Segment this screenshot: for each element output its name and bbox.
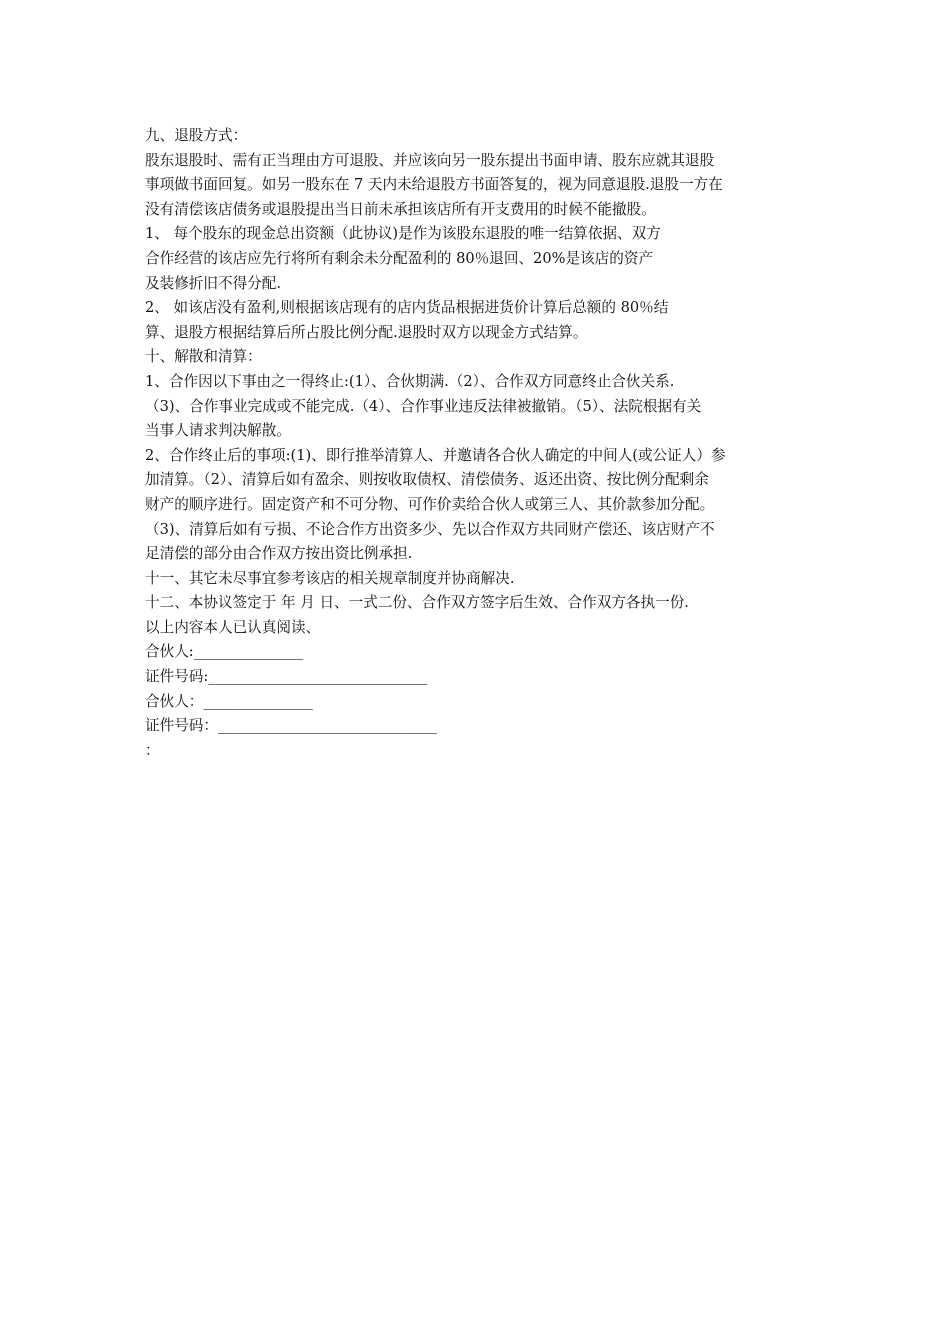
paragraph-line: 合作经营的该店应先行将所有剩余未分配盈利的 80％退回、20%是该店的资产 (145, 249, 654, 267)
partner-signature-line: 合伙人:_______________ (145, 643, 304, 661)
paragraph-line: （3)、合作事业完成或不能完成.（4）、合作事业违反法律被撤销。（5）、法院根据有关 (145, 397, 702, 415)
paragraph-line: 事项做书面回复。如另一股东在 7 天内未给退股方书面答复的，视为同意退股.退股一方在 (145, 176, 723, 194)
read-confirmation: 以上内容本人已认真阅读、 (145, 618, 321, 636)
paragraph-line: 2、 如该店没有盈利,则根据该店现有的店内货品根据进货价计算后总额的 80％结 (145, 299, 669, 317)
paragraph-line: 2、合作终止后的事项:(1)、即行推举清算人、并邀请各合伙人确定的中间人(或公证人）参 (145, 446, 726, 464)
document-body (145, 124, 813, 763)
paragraph-line: 当事人请求判决解散。 (145, 422, 291, 440)
paragraph-line: 1、 每个股东的现金总出资额（此协议)是作为该股东退股的唯一结算依据、双方 (145, 225, 661, 243)
paragraph-line: 1、合作因以下事由之一得终止:(1）、合伙期满.（2）、合作双方同意终止合伙关系. (145, 372, 675, 390)
paragraph-line: 及装修折旧不得分配. (145, 274, 281, 292)
section-heading-withdrawal: 九、退股方式： (145, 127, 248, 144)
trailing-colon: ： (145, 741, 160, 759)
id-number-line: 证件号码：______________________________ (145, 717, 437, 735)
id-number-line: 证件号码:______________________________ (145, 668, 428, 686)
paragraph-line: （3)、清算后如有亏损、不论合作方出资多少、先以合作双方共同财产偿还、该店财产不 (145, 520, 715, 538)
partner-signature-line: 合伙人：_______________ (145, 692, 313, 710)
section-heading-dissolution: 十、解散和清算： (145, 348, 262, 366)
paragraph-line: 足清偿的部分由合作双方按出资比例承担. (145, 545, 413, 563)
paragraph-line: 财产的顺序进行。固定资产和不可分物、可作价卖给合伙人或第三人、其价款参加分配。 (145, 495, 715, 513)
paragraph-line: 算、退股方根据结算后所占股比例分配.退股时双方以现金方式结算。 (145, 323, 588, 341)
paragraph-line: 没有清偿该店债务或退股提出当日前未承担该店所有开支费用的时候不能撤股。 (145, 200, 656, 218)
section-eleven: 十一、其它未尽事宜参考该店的相关规章制度并协商解决. (145, 569, 515, 587)
section-twelve: 十二、本协议签定于 年 月 日、一式二份、合作双方签字后生效、合作双方各执一份. (145, 594, 689, 612)
paragraph-line: 股东退股时、需有正当理由方可退股、并应该向另一股东提出书面申请、股东应就其退股 (145, 151, 715, 169)
paragraph-line: 加清算。（2）、清算后如有盈余、则按收取债权、清偿债务、返还出资、按比例分配剩余 (145, 471, 709, 489)
